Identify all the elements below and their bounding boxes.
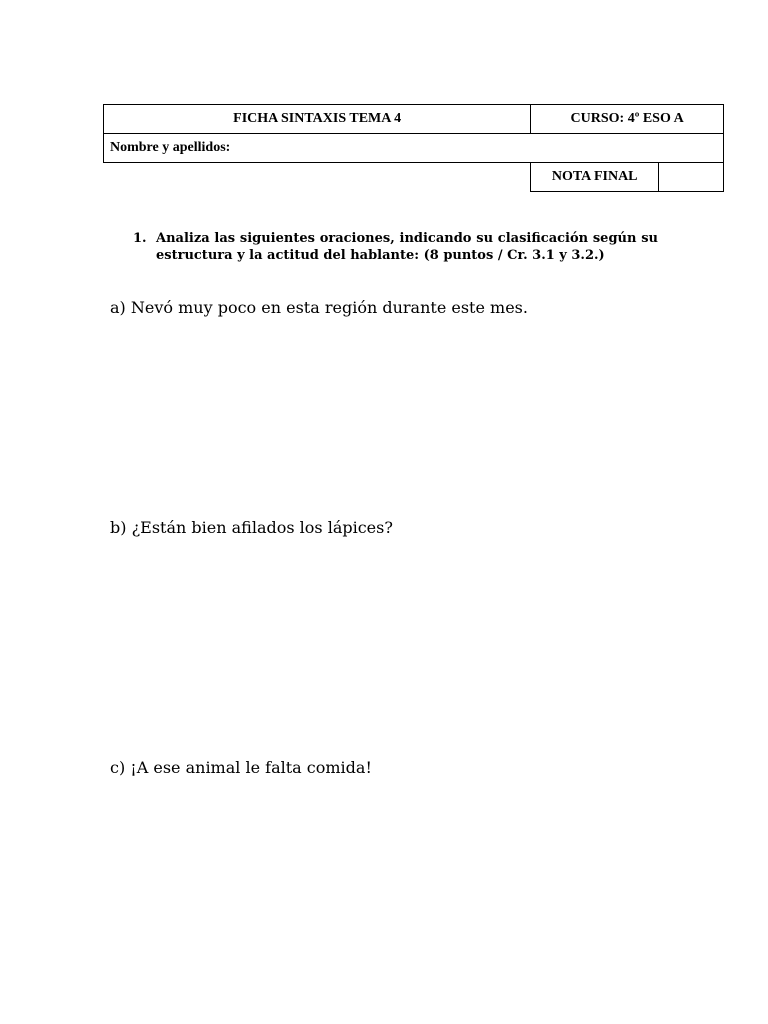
header-row-grade (104, 163, 724, 192)
header-row-title (104, 105, 724, 134)
final-grade-box[interactable] (659, 163, 724, 192)
sentence-b: b) ¿Están bien afilados los lápices? (110, 518, 393, 537)
worksheet-header-table (103, 104, 724, 192)
header-blank-cell (104, 163, 531, 192)
worksheet-title: FICHA SINTAXIS TEMA 4 (104, 105, 531, 134)
final-grade-label: NOTA FINAL (531, 163, 659, 192)
sentence-c: c) ¡A ese animal le falta comida! (110, 758, 372, 777)
student-name-field[interactable]: Nombre y apellidos: (104, 134, 724, 163)
sentence-a: a) Nevó muy poco en esta región durante este mes. (110, 298, 528, 317)
exercise-instruction (133, 230, 658, 264)
header-row-name (104, 134, 724, 163)
exercise-number: 1. (133, 231, 147, 246)
course-label: CURSO: 4º ESO A (531, 105, 724, 134)
exercise-instruction-text: Analiza las siguientes oraciones, indicando su clasificación según su estructura y la actitud del hablante: (8 puntos / Cr. 3.1 y 3.2.) (156, 231, 658, 263)
